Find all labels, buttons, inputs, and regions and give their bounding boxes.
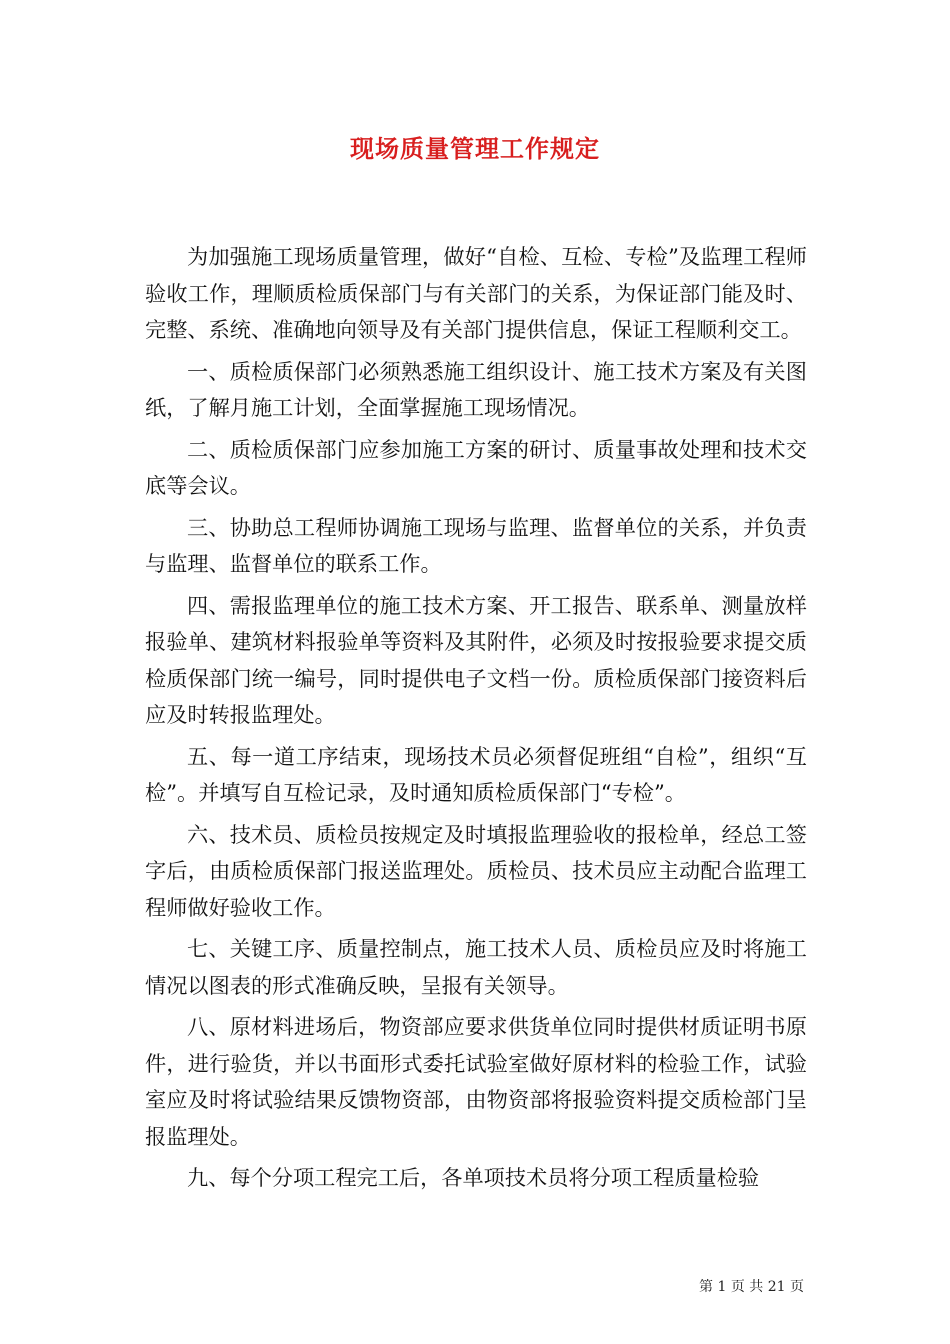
paragraph-item-5: 五、每一道工序结束，现场技术员必须督促班组“自检”，组织“互检”。并填写自互检记录，及时通知质检质保部门“专检”。 xyxy=(145,743,807,805)
paragraph-item-8: 八、原材料进场后，物资部应要求供货单位同时提供材质证明书原件，进行验货，并以书面形式委托试验室做好原材料的检验工作，试验室应及时将试验结果反馈物资部，由物资部将报验资料提交质检部门呈报监理处。 xyxy=(145,1014,807,1149)
paragraph-item-7: 七、关键工序、质量控制点，施工技术人员、质检员应及时将施工情况以图表的形式准确反映，呈报有关领导。 xyxy=(145,936,807,998)
paragraph-item-1: 一、质检质保部门必须熟悉施工组织设计、施工技术方案及有关图纸，了解月施工计划，全面掌握施工现场情况。 xyxy=(145,358,807,420)
paragraph-item-6: 六、技术员、质检员按规定及时填报监理验收的报检单，经总工签字后，由质检质保部门报送监理处。质检员、技术员应主动配合监理工程师做好验收工作。 xyxy=(145,821,807,920)
document-title: 现场质量管理工作规定 xyxy=(350,134,600,163)
paragraph-item-4: 四、需报监理单位的施工技术方案、开工报告、联系单、测量放样报验单、建筑材料报验单等资料及其附件，必须及时按报验要求提交质检质保部门统一编号，同时提供电子文档一份。质检质保部门接资料后应及时转报监理处。 xyxy=(145,592,807,727)
paragraph-item-9: 九、每个分项工程完工后，各单项技术员将分项工程质量检验 xyxy=(187,1165,760,1190)
document-body xyxy=(145,239,807,1202)
page-number-footer: 第 1 页 共 21 页 xyxy=(699,1279,804,1295)
paragraph-item-2: 二、质检质保部门应参加施工方案的研讨、质量事故处理和技术交底等会议。 xyxy=(145,436,807,498)
paragraph-intro: 为加强施工现场质量管理，做好“自检、互检、专检”及监理工程师验收工作，理顺质检质保部门与有关部门的关系，为保证部门能及时、完整、系统、准确地向领导及有关部门提供信息，保证工程顺利交工。 xyxy=(145,244,807,342)
paragraph-item-3: 三、协助总工程师协调施工现场与监理、监督单位的关系，并负责与监理、监督单位的联系工作。 xyxy=(145,514,807,576)
